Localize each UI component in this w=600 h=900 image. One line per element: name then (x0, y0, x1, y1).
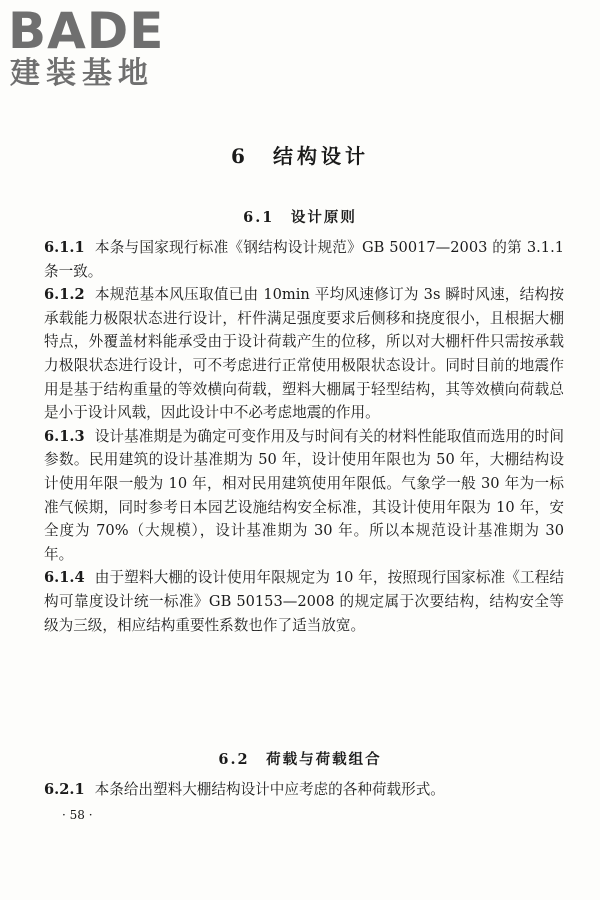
clause-number: 6.1.3 (44, 427, 85, 445)
logo-wordmark: BADE (8, 2, 165, 60)
chapter-title: 6 结构设计 (231, 144, 369, 168)
section-6-2-body (44, 778, 564, 802)
section-title-6-1: 6.1 设计原则 (243, 209, 357, 226)
clause-text: 本条与国家现行标准《钢结构设计规范》GB 50017—2003 的第 3.1.1 条一致。 (44, 239, 564, 280)
clause-text: 本条给出塑料大棚结构设计中应考虑的各种荷载形式。 (94, 781, 445, 798)
clause-6-1-1 (44, 236, 564, 283)
bade-logo (8, 4, 178, 94)
clause-text: 设计基准期是为确定可变作用及与时间有关的材料性能取值而选用的时间参数。民用建筑的设计基准期为 50 年，设计使用年限也为 50 年，大棚结构设计使用年限一般为 10 年，相对民用建筑使用年限低。气象学一般 30 年为一标准气候期，同时参考日本园艺设施结构安全标准，其设计使用年限为 10 年，安全度为 70%（大规模），设计基准期为 30 年。所以本规范设计基准期为 30 年。 (44, 427, 564, 563)
clause-number: 6.2.1 (44, 781, 85, 798)
clause-6-1-3 (44, 425, 564, 567)
clause-number: 6.1.1 (44, 239, 85, 256)
section-6-1-body (44, 236, 564, 637)
logo-subtitle: 建装基地 (10, 56, 154, 91)
clause-6-1-2 (44, 283, 564, 425)
clause-6-1-4 (44, 566, 564, 637)
clause-text: 由于塑料大棚的设计使用年限规定为 10 年，按照现行国家标准《工程结构可靠度设计统一标准》GB 50153—2008 的规定属于次要结构，结构安全等级为三级，相应结构重要性系数也作了适当放宽。 (44, 569, 564, 634)
clause-number: 6.1.4 (44, 569, 85, 587)
section-title-6-2: 6.2 荷载与荷载组合 (218, 751, 382, 768)
clause-text: 本规范基本风压取值已由 10min 平均风速修订为 3s 瞬时风速，结构按承载能力极限状态进行设计，杆件满足强度要求后侧移和挠度很小，且根据大棚特点，外覆盖材料能承受由于设计荷载产生的位移，所以对大棚杆件只需按承载力极限状态进行设计，可不考虑进行正常使用极限状态设计。同时目前的地震作用是基于结构重量的等效横向荷载，塑料大棚属于轻型结构，其等效横向荷载总是小于设计风载，因此设计中不必考虑地震的作用。 (44, 286, 564, 422)
page-number: · 58 · (62, 808, 93, 822)
clause-number: 6.1.2 (44, 286, 85, 304)
clause-6-2-1 (44, 778, 564, 802)
